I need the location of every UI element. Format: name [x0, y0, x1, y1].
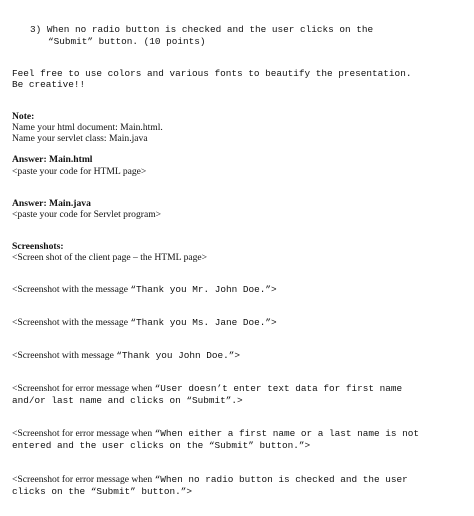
screenshot-error-3-line1 — [12, 474, 408, 486]
screenshot-error-1-prefix: <Screenshot for error message when — [12, 383, 155, 394]
screenshot-john-doe — [12, 350, 240, 362]
item3-line2: “Submit” button. (10 points) — [48, 36, 206, 47]
answer-html-placeholder: <paste your code for HTML page> — [12, 166, 147, 177]
screenshot-error-2-line1 — [12, 428, 419, 440]
screenshot-mr-prefix: <Screenshot with the message — [12, 284, 131, 295]
item3-line1: 3) When no radio button is checked and the user clicks on the — [30, 24, 374, 35]
screenshot-ms-message: “Thank you Ms. Jane Doe.”> — [130, 317, 277, 328]
screenshot-mr-john-doe — [12, 284, 277, 296]
screenshot-ms-jane-doe — [12, 317, 277, 329]
screenshot-ms-prefix: <Screenshot with the message — [12, 317, 131, 328]
screenshot-error-1-line1 — [12, 383, 402, 395]
screenshot-error-3-prefix: <Screenshot for error message when — [12, 474, 155, 485]
answer-java-placeholder: <paste your code for Servlet program> — [12, 209, 162, 220]
screenshot-plain-message: “Thank you John Doe.”> — [116, 350, 241, 361]
screenshot-client-page: <Screen shot of the client page – the HTML page> — [12, 252, 208, 263]
screenshots-heading: Screenshots: — [12, 241, 64, 252]
beautify-line1: Feel free to use colors and various fonts to beautify the presentation. — [12, 68, 412, 79]
beautify-line2: Be creative!! — [12, 79, 86, 90]
answer-java-heading: Answer: Main.java — [12, 198, 91, 209]
answer-html-heading: Answer: Main.html — [12, 154, 93, 165]
screenshot-error-2-prefix: <Screenshot for error message when — [12, 428, 155, 439]
screenshot-mr-message: “Thank you Mr. John Doe.”> — [130, 284, 277, 295]
screenshot-error-2-line2: entered and the user clicks on the “Submit” button.”> — [12, 440, 311, 451]
note-line1: Name your html document: Main.html. — [12, 122, 163, 133]
screenshot-error-1-message: “User doesn’t enter text data for first name — [154, 383, 403, 394]
screenshot-error-3-line2: clicks on the “Submit” button.”> — [12, 486, 193, 497]
note-line2: Name your servlet class: Main.java — [12, 133, 148, 144]
screenshot-error-3-message: “When no radio button is checked and the user — [154, 474, 408, 485]
screenshot-error-1-line2: and/or last name and clicks on “Submit”.> — [12, 395, 243, 406]
screenshot-plain-prefix: <Screenshot with message — [12, 350, 117, 361]
screenshot-error-2-message: “When either a first name or a last name is not — [154, 428, 420, 439]
note-heading: Note: — [12, 111, 35, 122]
